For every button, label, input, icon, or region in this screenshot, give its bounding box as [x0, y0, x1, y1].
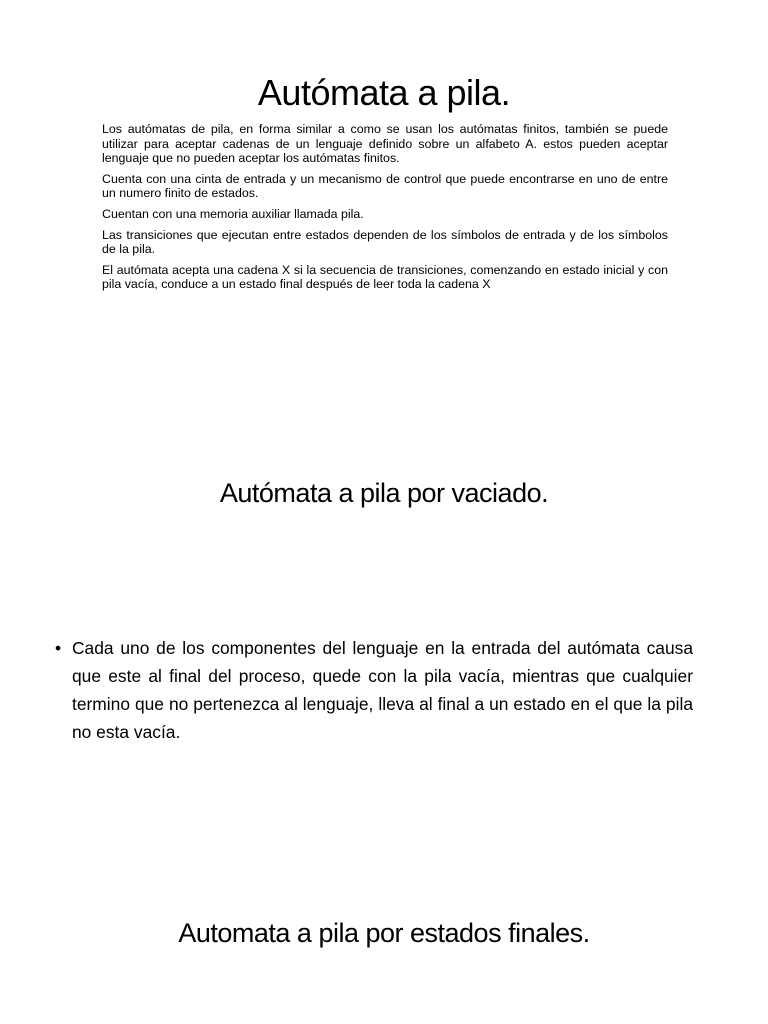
paragraph: Los autómatas de pila, en forma similar a como se usan los autómatas finitos, también se puede utilizar para aceptar cadenas de un lenguaje definido sobre un alfabeto A. estos pueden aceptar lenguaje que no pueden aceptar los autómatas finitos. [102, 122, 668, 166]
paragraph: Cuentan con una memoria auxiliar llamada pila. [102, 206, 364, 221]
bullet-item [55, 634, 693, 746]
slide2-bullet-list [55, 634, 693, 746]
paragraph: Cuenta con una cinta de entrada y un mecanismo de control que puede encontrarse en uno de entre un numero finito de estados. [102, 171, 668, 201]
paragraph: El autómata acepta una cadena X si la secuencia de transiciones, comenzando en estado inicial y con pila vacía, conduce a un estado final después de leer toda la cadena X [102, 262, 668, 292]
paragraph: Las transiciones que ejecutan entre estados dependen de los símbolos de entrada y de los símbolos de la pila. [102, 227, 668, 257]
slide1-title: Autómata a pila. [257, 72, 511, 113]
slide2-title: Autómata a pila por vaciado. [219, 478, 549, 508]
slide1-body [102, 122, 668, 298]
slide3-title: Automata a pila por estados finales. [178, 918, 590, 948]
bullet-text: Cada uno de los componentes del lenguaje en la entrada del autómata causa que este al final del proceso, quede con la pila vacía, mientras que cualquier termino que no pertenezca al lenguaje, lleva al final a un estado en el que la pila no esta vacía. [72, 638, 693, 742]
bullet-icon: • [55, 638, 62, 658]
